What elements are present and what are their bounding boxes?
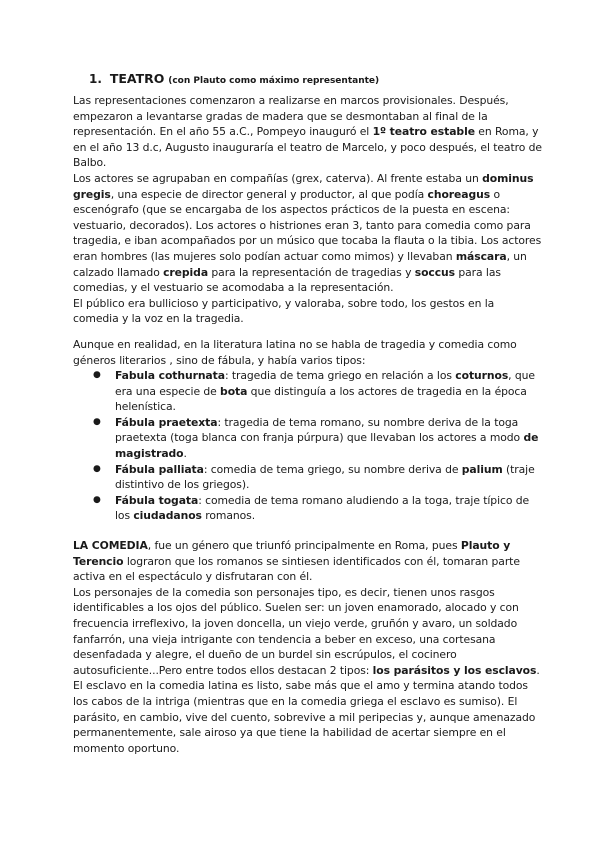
bullet-icon: ● xyxy=(93,416,101,427)
text: romanos. xyxy=(201,509,256,523)
text: Aunque en realidad, en la literatura latina no se habla de tragedia y comedia como géneros literarios , sino de fábula, y había varios tipos: xyxy=(73,337,517,367)
text: . El esclavo en la comedia latina es listo, sabe más que el amo y termina atando todos los cabos de la intriga (mientras que en la comedia griega el esclavo es sumiso). El parásito, en cambio, vive del cuento, sobrevive a mil peripecias y, aunque amenazado permanentemente, sale airoso ya que tiene la habilidad de acertar siempre en el momento oportuno. xyxy=(73,663,540,755)
spacer xyxy=(73,524,542,538)
text: Los actores se agrupaban en compañías (grex, caterva). Al frente estaba un xyxy=(73,171,483,185)
bold-text: bota xyxy=(220,384,248,398)
bold-text: máscara xyxy=(455,249,507,263)
bold-text: palium xyxy=(461,462,503,476)
bold-text: dominus gregis xyxy=(73,171,534,201)
bold-text: Fábula praetexta xyxy=(115,415,218,429)
text: : comedia de tema griego, su nombre deriva de xyxy=(203,462,462,476)
paragraph-comedia xyxy=(73,538,542,585)
bold-text: crepida xyxy=(163,265,209,279)
text: : tragedia de tema romano, su nombre deriva de la toga praetexta (toga blanca con franja púrpura) que llevaban los actores a modo xyxy=(115,415,524,445)
list-item xyxy=(93,493,542,524)
text: , fue un género que triunfó principalmente en Roma, pues xyxy=(147,539,461,553)
fabula-types-list xyxy=(73,368,542,524)
list-item xyxy=(93,462,542,493)
bold-text: Fábula palliata xyxy=(115,462,204,476)
text: que distinguía a los actores de tragedia en la época helenística. xyxy=(115,384,527,414)
text: (traje distintivo de los griegos). xyxy=(115,462,535,492)
paragraph-actors xyxy=(73,171,542,296)
text: : comedia de tema romano aludiendo a la toga, traje típico de los xyxy=(115,493,530,523)
text: El público era bullicioso y participativo, y valoraba, sobre todo, los gestos en la comedia y la voz en la tragedia. xyxy=(73,296,495,326)
list-item xyxy=(93,415,542,462)
text: : tragedia de tema griego en relación a los xyxy=(224,369,456,383)
text: , una especie de director general y productor, al que podía xyxy=(110,187,428,201)
text: en Roma, y en el año 13 d.c, Augusto inauguraría el teatro de Marcelo, y poco después, el teatro de Balbo. xyxy=(73,125,542,170)
bullet-icon: ● xyxy=(93,463,101,474)
bold-text: Fabula cothurnata xyxy=(115,369,225,383)
paragraph-theatres xyxy=(73,93,542,171)
text: . xyxy=(183,447,187,461)
bold-text: soccus xyxy=(414,265,456,279)
list-item xyxy=(93,368,542,415)
bold-text: Fábula togata xyxy=(115,493,199,507)
text: Los personajes de la comedia son personajes tipo, es decir, tienen unos rasgos identificables a los ojos del público. Suelen ser: un joven enamorado, alocado y con frecuencia irreflexivo, la joven doncella, un viejo verde, gruñón y avaro, un soldado fanfarrón, una vieja intrigante con tendencia a beber en exceso, una cortesana desenfadada y alegre, el dueño de un burdel sin escrúpulos, el cocinero autosuficiente...Pero entre todos ellos destacan 2 tipos: xyxy=(73,585,519,677)
paragraph-fabula-intro xyxy=(73,337,542,368)
text: lograron que los romanos se sintiesen identificados con él, tomaran parte activa en el espectáculo y disfrutaran con él. xyxy=(73,554,520,584)
bold-text: los parásitos y los esclavos xyxy=(372,663,537,677)
bold-text: ciudadanos xyxy=(133,509,202,523)
bold-text: LA COMEDIA xyxy=(73,539,148,553)
bold-text: de magistrado xyxy=(115,431,539,461)
text: para las comedias, y el vestuario se acomodaba a la representación. xyxy=(73,265,501,295)
text: para la representación de tragedias y xyxy=(208,265,415,279)
bullet-icon: ● xyxy=(93,494,101,505)
text: , que era una especie de xyxy=(115,369,535,398)
heading-number: 1. xyxy=(89,72,102,86)
spacer xyxy=(73,327,542,337)
bold-text: choreagus xyxy=(427,187,491,201)
bullet-icon: ● xyxy=(93,370,101,381)
section-heading xyxy=(89,70,542,90)
heading-subtitle: (con Plauto como máximo representante) xyxy=(168,76,380,86)
text: o escenógrafo (que se encargaba de los aspectos prácticos de la puesta en escena: vestuario, decorados). Los actores o histriones eran 3, tanto para comedia como para tragedia, e iban acompañados por un músico que tocaba la flauta o la tibia. Los actores eran hombres (las mujeres solo podían actuar como mimos) y llevaban xyxy=(73,187,542,263)
heading-title: TEATRO xyxy=(109,71,165,86)
paragraph-audience xyxy=(73,296,542,327)
bold-text: 1º teatro estable xyxy=(372,125,475,139)
bold-text: Plauto y Terencio xyxy=(73,539,511,568)
bold-text: coturnos xyxy=(455,369,509,383)
text: Las representaciones comenzaron a realizarse en marcos provisionales. Después, empezaron a levantarse gradas de madera que se desmontaban al final de la representación. En el año 55 a.C., Pompeyo inauguró el xyxy=(73,94,509,139)
text: , un calzado llamado xyxy=(73,249,527,279)
paragraph-characters xyxy=(73,585,542,757)
